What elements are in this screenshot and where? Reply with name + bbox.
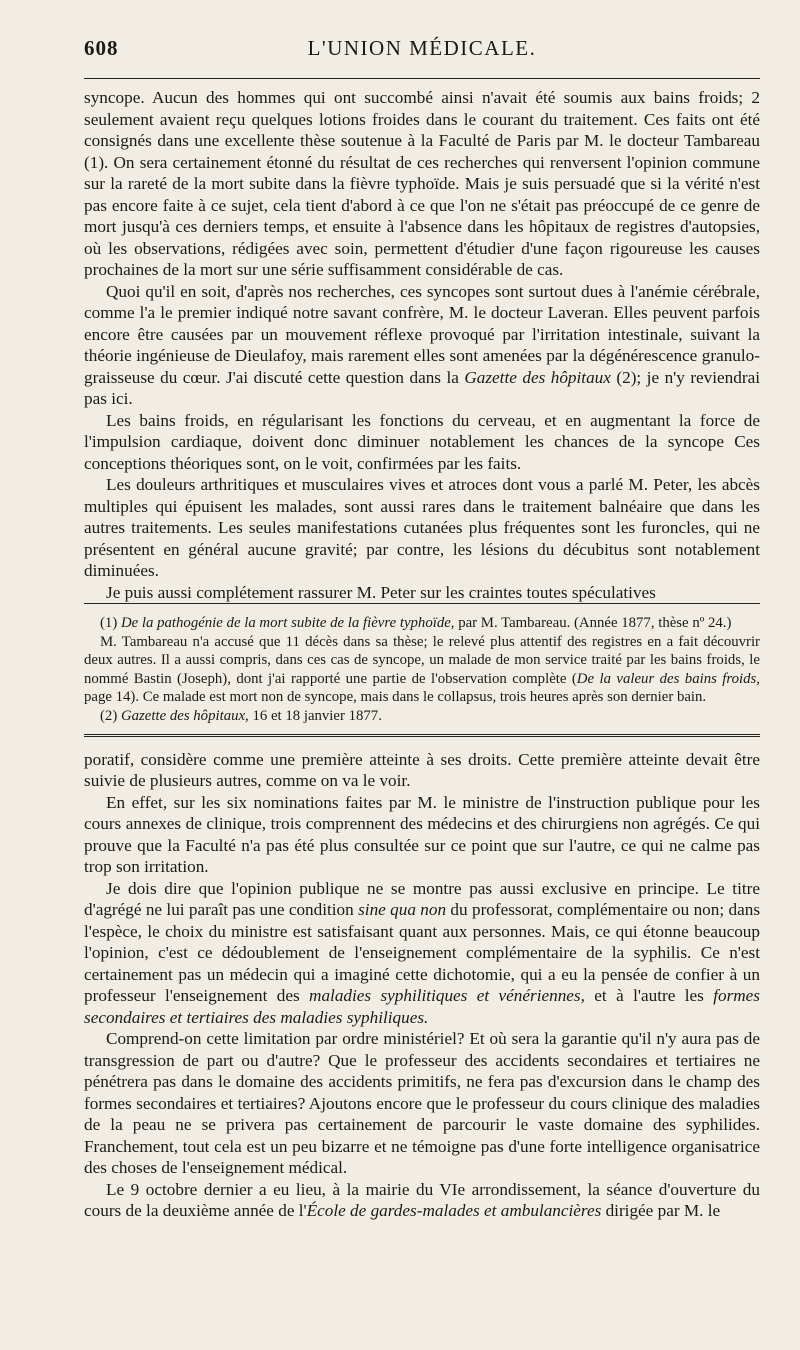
running-title: L'UNION MÉDICALE. — [307, 36, 537, 60]
footnote-2: (2) Gazette des hôpitaux, 16 et 18 janvier 1877. — [100, 707, 382, 724]
paragraph: Le 9 octobre dernier a eu lieu, à la mairie du VIe arrondissement, la séance d'ouverture du cours de la deuxième année de l'École de gardes-malades et ambulancières dirigée par M. le — [84, 1179, 760, 1221]
footnotes — [84, 614, 760, 726]
paragraph: Je dois dire que l'opinion publique ne se montre pas aussi exclusive en principe. Le titre d'agrégé ne lui paraît pas une condition sine qua non du professorat, complémentaire ou non; dans l'espèce, le choix du ministre est satisfaisant quant aux personnes. Mais, ce qui étonne beaucoup l'opinion, c'est ce dédoublement de l'enseignement complémentaire de la syphilis. Ce n'est certainement pas un médecin qui a imaginé cette dichotomie, qui a eu la pensée de confier à un professeur l'enseignement des maladies syphilitiques et vénériennes, et à l'autre les formes secondaires et tertiaires des maladies syphiliques. — [84, 878, 761, 1027]
paragraph: Les bains froids, en régularisant les fonctions du cerveau, et en augmentant la force de l'impulsion cardiaque, doivent donc diminuer notablement les chances de la syncope Ces conceptions théoriques sont, on le voit, confirmées par les faits. — [84, 410, 760, 473]
page-header — [84, 36, 760, 76]
header-rule — [84, 78, 760, 79]
paragraph: Quoi qu'il en soit, d'après nos recherches, ces syncopes sont surtout dues à l'anémie cérébrale, comme l'a le premier indiqué notre savant confrère, M. le docteur Laveran. Elles peuvent parfois encore être causées par un mouvement réflexe provoqué par l'irritation intestinale, suivant la théorie ingénieuse de Dieulafoy, mais rarement elles sont amenées par la dégénérescence granulo-graisseuse du cœur. J'ai discuté cette question dans la Gazette des hôpitaux (2); je n'y reviendrai pas ici. — [84, 281, 760, 408]
paragraph: poratif, considère comme une première atteinte à ses droits. Cette première atteinte devait être suivie de plusieurs autres, comme on va le voir. — [84, 749, 760, 791]
paragraph: Les douleurs arthritiques et musculaires vives et atroces dont vous a parlé M. Peter, les abcès multiples qui épuisent les malades, sont aussi rares dans le traitement balnéaire que dans les autres traitements. Les seules manifestations cutanées plus fréquentes sont les furoncles, qui ne présentent en général aucune gravité; par contre, les lésions du décubitus sont notablement diminuées. — [84, 475, 760, 580]
footnote-1: (1) De la pathogénie de la mort subite de la fièvre typhoïde, par M. Tambareau. (Année 1877, thèse nº 24.) — [100, 615, 732, 631]
paragraph: syncope. Aucun des hommes qui ont succombé ainsi n'avait été soumis aux bains froids; 2 seulement avaient reçu quelques lotions froides dans le courant du traitement. Ces faits ont été consignés dans une excellente thèse soutenue à la Faculté de Paris par M. le docteur Tambareau (1). On sera certainement étonné du résultat de ces recherches qui renversent l'opinion commune sur la rareté de la mort subite dans la fièvre typhoïde. Mais je suis persuadé que si la vérité n'est pas encore faite à ce sujet, cela tient d'abord à ce que l'on ne s'était pas préoccupé de ce genre de mort jusqu'à ces derniers temps, et ensuite à l'absence dans les hôpitaux de registres d'autopsies, où les observations, rédigées avec soin, permettent d'étudier d'une façon rigoureuse les causes prochaines de la mort sur une série suffisamment considérable de cas. — [84, 88, 760, 279]
footnote-1-note: M. Tambareau n'a accusé que 11 décès dans sa thèse; le relevé plus attentif des registres en a fait découvrir deux autres. Il a aussi compris, dans ces cas de syncope, un malade de mon service traité par les bains froids, le nommé Bastin (Joseph), dont j'ai rapporté une partie de l'observation complète (De la valeur des bains froids, page 14). Ce malade est mort non de syncope, mais dans le collapsus, trois heures après son dernier bain. — [84, 633, 760, 706]
paragraph: Comprend-on cette limitation par ordre ministériel? Et où sera la garantie qu'il n'y aura pas de transgression de part ou d'autre? Que le professeur des accidents secondaires et tertiaires ne pénétrera pas dans le domaine des accidents primitifs, ne fera pas d'excursion dans le champ des formes secondaires et tertiaires? Ajoutons encore que le professeur du cours clinique des maladies de la peau ne se privera pas certainement de parcourir le vaste domaine des syphilides. Franchement, tout cela est un peu bizarre et ne témoigne pas d'une forte intelligence organisatrice des choses de l'enseignement médical. — [84, 1029, 760, 1178]
lower-article — [84, 749, 760, 1222]
footnote-rule — [84, 603, 760, 604]
section-separator — [84, 734, 760, 737]
paragraph: Je puis aussi complétement rassurer M. Peter sur les craintes toutes spéculatives — [106, 582, 656, 602]
upper-article — [84, 87, 760, 603]
page-number: 608 — [84, 36, 119, 60]
paragraph: En effet, sur les six nominations faites par M. le ministre de l'instruction publique pour les cours annexes de clinique, trois comprennent des médecins et des chirurgiens non agrégés. Ce qui prouve que la Faculté n'a pas été plus consultée sur ce point que sur l'autre, ce qui ne calme pas trop son irritation. — [84, 792, 760, 877]
